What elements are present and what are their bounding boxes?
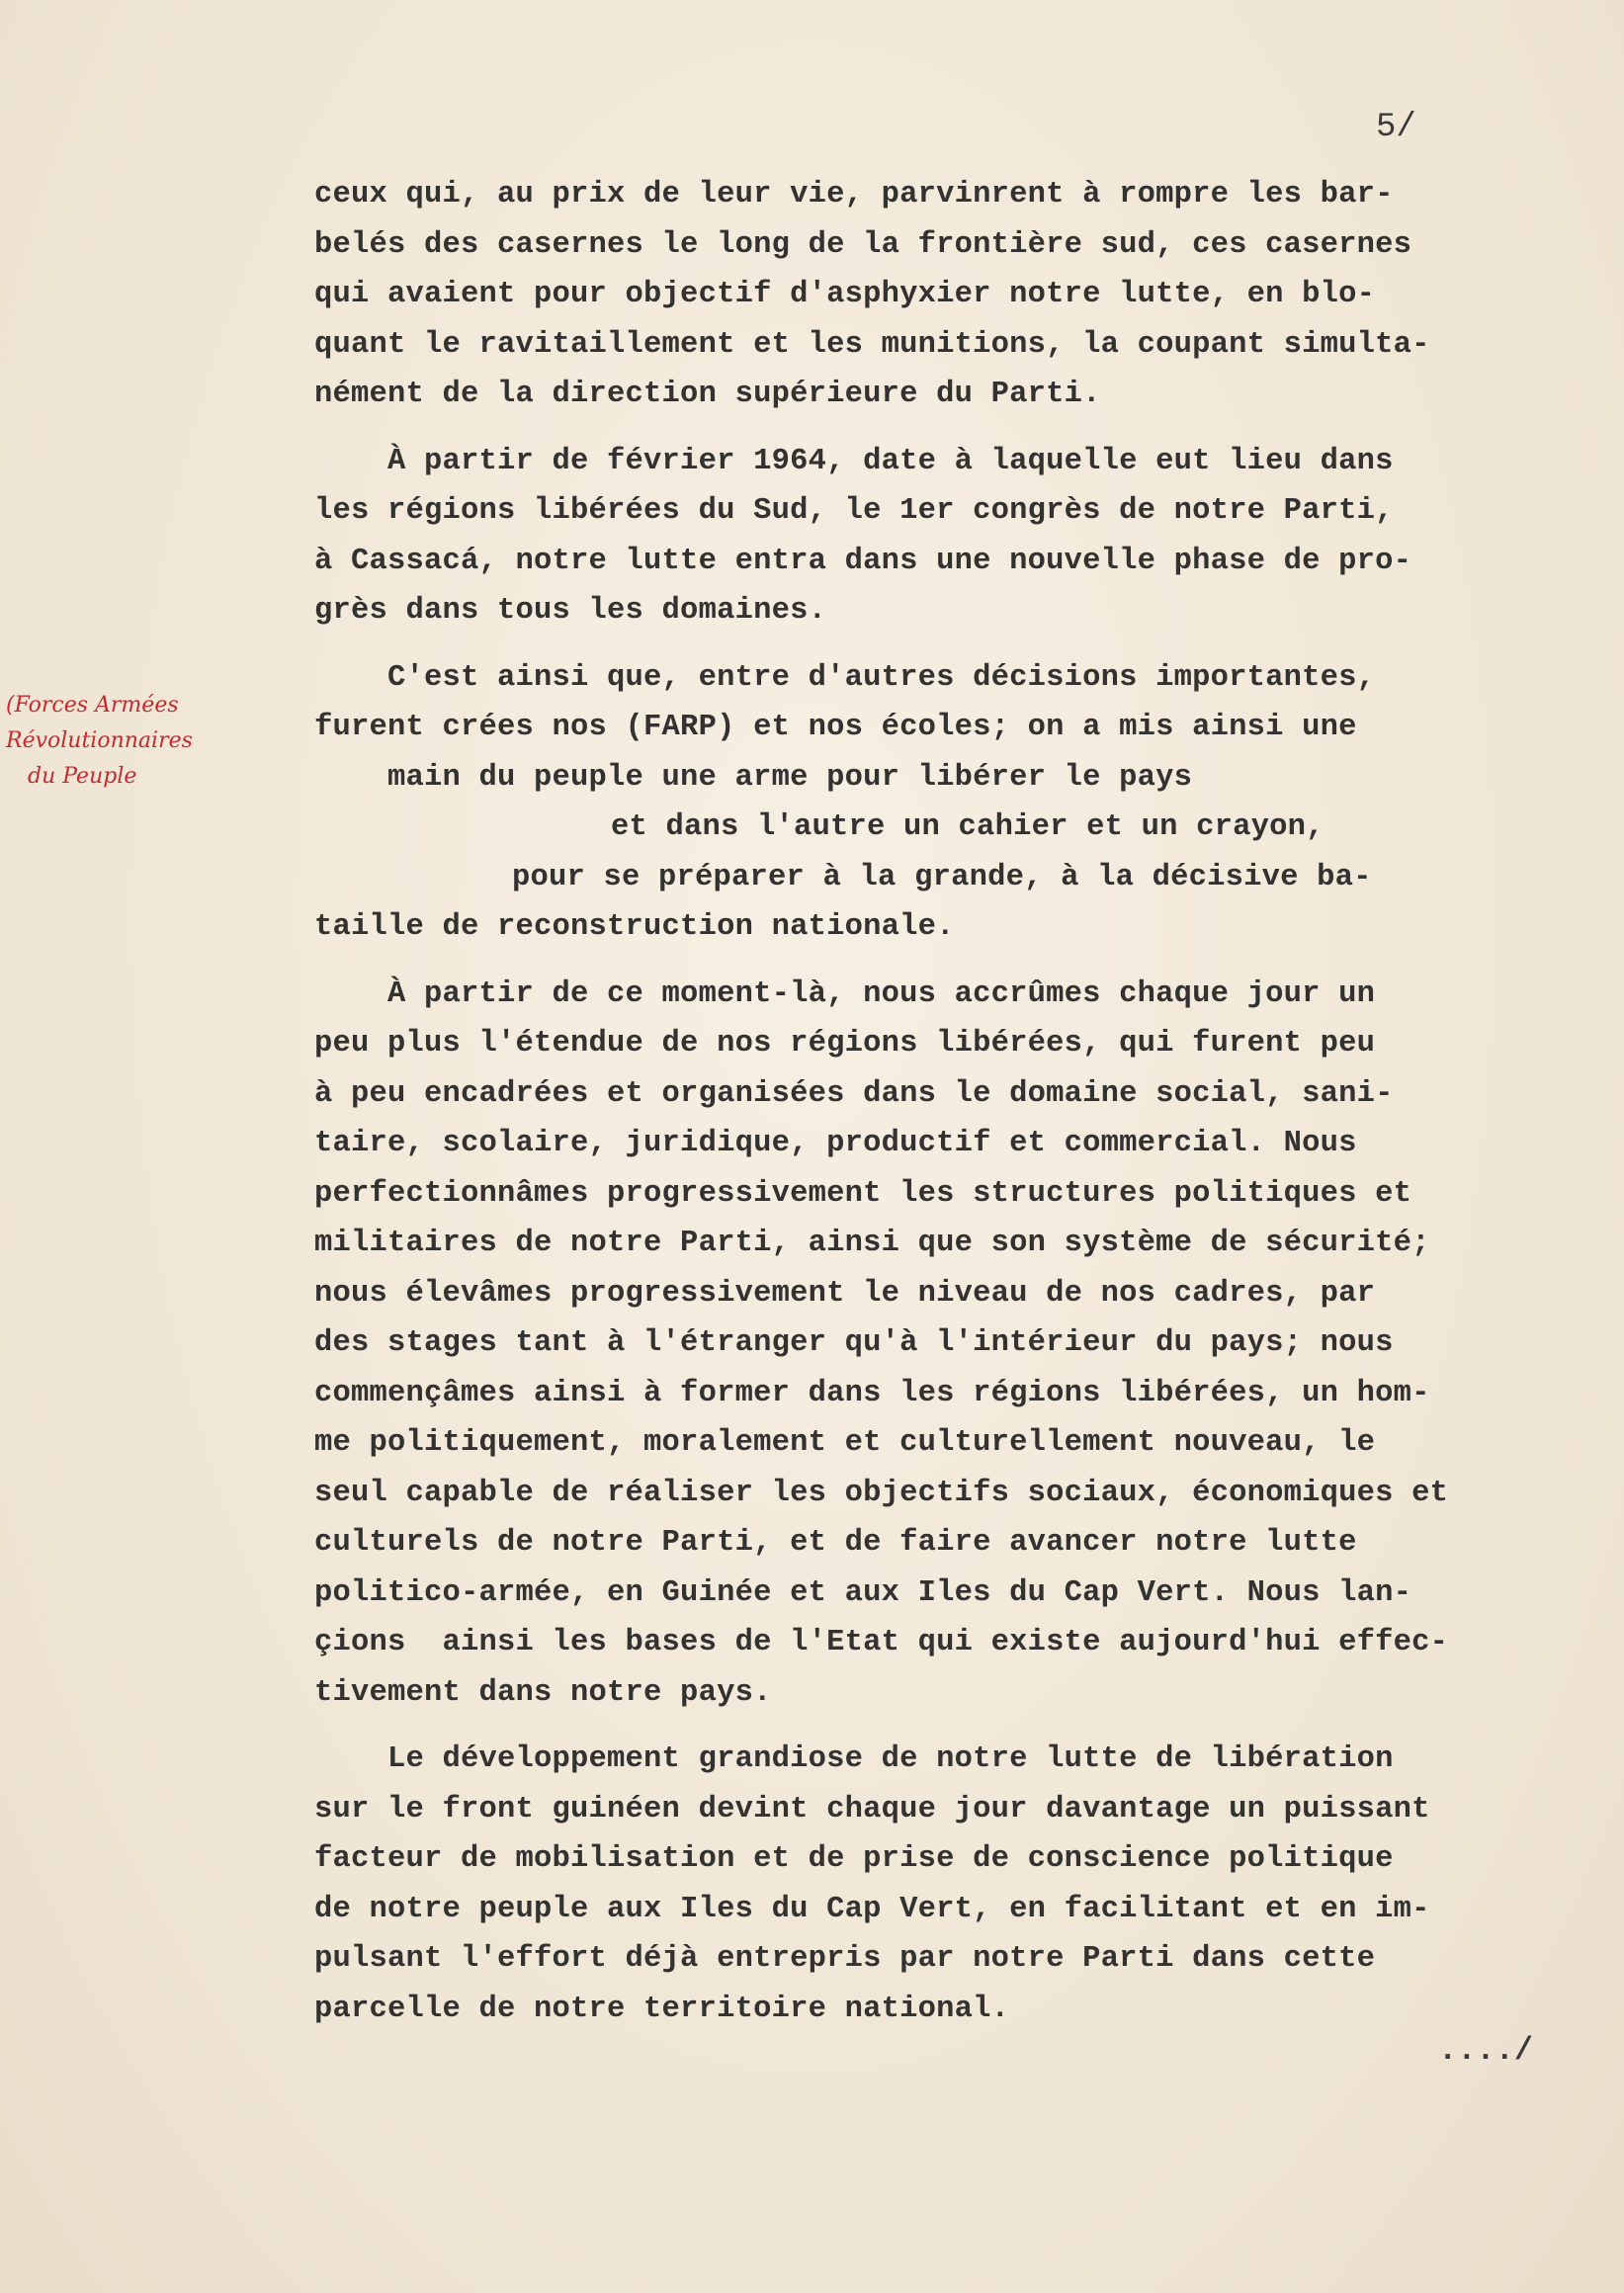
margin-note-line: (Forces Armées Révolutionnaires [6,693,193,753]
text-line: pulsant l'effort déjà entrepris par notre Parti dans cette [314,1942,1376,1976]
text-line: C'est ainsi que, entre d'autres décisions importantes, [314,660,1376,695]
text-line: et dans l'autre un cahier et un crayon, [611,810,1325,844]
text-line: à peu encadrées et organisées dans le domaine social, sani- [314,1076,1394,1111]
text-line: tivement dans notre pays. [314,1675,772,1710]
text-line: ceux qui, au prix de leur vie, parvinrent à rompre les bar- [314,178,1394,212]
text-line: À partir de ce moment-là, nous accrûmes chaque jour un [314,977,1376,1011]
text-line: politico-armée, en Guinée et aux Iles du Cap Vert. Nous lan- [314,1575,1412,1610]
text-line: commençâmes ainsi à former dans les régions libérées, un hom- [314,1376,1430,1410]
text-line: parcelle de notre territoire national. [314,1992,1010,2026]
paragraph [314,1735,1580,2034]
margin-note-line: du Peuple [28,764,137,789]
margin-note [6,688,342,795]
text-line: de notre peuple aux Iles du Cap Vert, en facilitant et en im- [314,1892,1430,1926]
text-line: çions ainsi les bases de l'Etat qui existe aujourd'hui effec- [314,1626,1449,1659]
text-line: nous élevâmes progressivement le niveau de nos cadres, par [314,1276,1376,1311]
paragraph [314,970,1580,1719]
continuation-mark: ..../ [1438,2032,1534,2069]
text-line: pour se préparer à la grande, à la décisive ba- [512,860,1372,894]
paragraph [314,437,1580,637]
document-body [314,170,1580,2051]
text-line: me politiquement, moralement et culturellement nouveau, le [314,1426,1376,1460]
text-line: militaires de notre Parti, ainsi que son système de sécurité; [314,1227,1430,1260]
text-line: taille de reconstruction nationale. [314,910,955,944]
text-line: À partir de février 1964, date à laquelle eut lieu dans [314,444,1394,478]
page-number: 5/ [1376,109,1416,146]
text-line: grès dans tous les domaines. [314,594,827,628]
text-line: seul capable de réaliser les objectifs sociaux, économiques et [314,1476,1449,1510]
text-line: des stages tant à l'étranger qu'à l'intérieur du pays; nous [314,1326,1394,1360]
text-line: taire, scolaire, juridique, productif et commercial. Nous [314,1127,1357,1160]
text-line: sur le front guinéen devint chaque jour davantage un puissant [314,1792,1430,1826]
text-line: main du peuple une arme pour libérer le pays [387,760,1193,795]
paragraph [314,170,1580,420]
text-line: furent crées nos (FARP) et nos écoles; on a mis ainsi une [314,711,1357,744]
text-line: quant le ravitaillement et les munitions, la coupant simulta- [314,327,1430,362]
text-line: les régions libérées du Sud, le 1er congrès de notre Parti, [314,494,1394,528]
text-line: qui avaient pour objectif d'asphyxier notre lutte, en blo- [314,278,1376,311]
paragraph [314,653,1580,953]
text-line: Le développement grandiose de notre lutte de libération [314,1742,1394,1776]
text-line: perfectionnâmes progressivement les structures politiques et [314,1176,1412,1211]
text-line: facteur de mobilisation et de prise de conscience politique [314,1842,1394,1876]
text-line: nément de la direction supérieure du Parti. [314,378,1101,411]
text-line: peu plus l'étendue de nos régions libérées, qui furent peu [314,1027,1376,1061]
text-line: belés des casernes le long de la frontière sud, ces casernes [314,227,1412,262]
text-line: culturels de notre Parti, et de faire avancer notre lutte [314,1526,1357,1560]
text-line: à Cassacá, notre lutte entra dans une nouvelle phase de pro- [314,544,1412,578]
